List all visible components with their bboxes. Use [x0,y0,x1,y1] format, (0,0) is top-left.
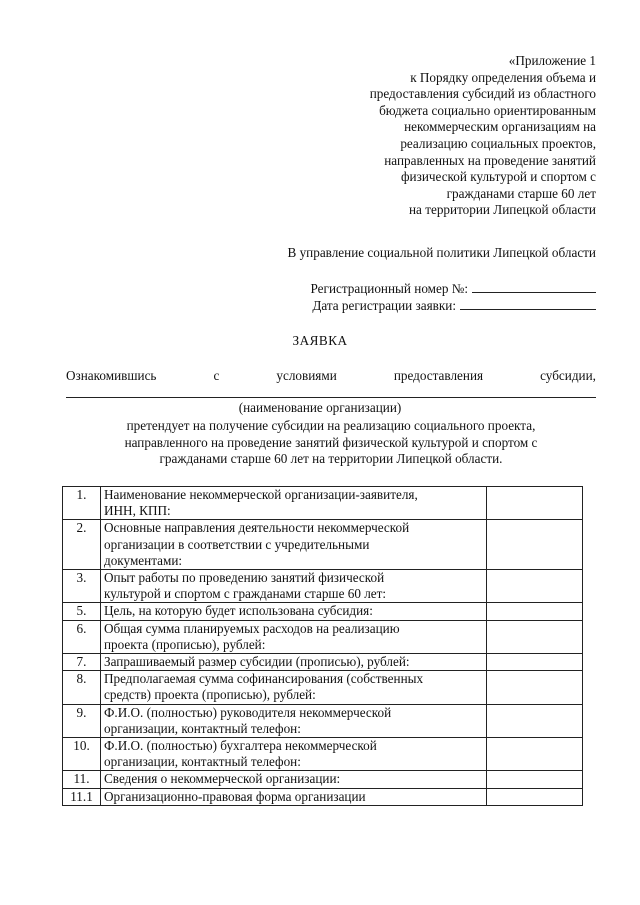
intro-word: с [213,368,220,383]
row-label-line: организации в соответствии с учредительными [104,536,370,552]
appendix-line: к Порядку определения объема и [410,69,596,85]
appendix-line: на территории Липецкой области [409,202,596,218]
row-label [101,654,487,671]
row-label-line: Ф.И.О. (полностью) бухгалтера некоммерческой [104,738,377,754]
row-label-line: Ф.И.О. (полностью) руководителя некоммерческой [104,704,392,720]
row-label [101,704,487,737]
appendix-line: некоммерческим организациям на [404,119,596,135]
application-table-body [63,487,583,806]
table-row [63,671,583,704]
row-label [101,487,487,520]
row-label-line: Предполагаемая сумма софинансирования (собственных [104,671,424,687]
addressee: В управление социальной политики Липецкой области [287,245,596,260]
row-value-field[interactable] [487,738,583,771]
row-label-line: Запрашиваемый размер субсидии (прописью), рублей: [104,654,410,670]
row-label [101,570,487,603]
row-label-line: организации, контактный телефон: [104,720,301,736]
row-label-line: Наименование некоммерческой организации-заявителя, [104,487,418,502]
table-row [63,570,583,603]
row-number: 7. [63,654,101,671]
registration-number-row [311,280,596,298]
row-value-field[interactable] [487,704,583,737]
row-label-line: Цель, на которую будет использована субсидия: [104,603,373,619]
row-label-line: организации, контактный телефон: [104,754,301,770]
claim-line: гражданами старше 60 лет на территории Липецкой области. [159,451,503,467]
row-label-line: Общая сумма планируемых расходов на реализацию [104,620,400,636]
table-row [63,788,583,805]
row-label-line: Основные направления деятельности некоммерческой [104,520,410,536]
table-row [63,771,583,788]
row-label-line: проекта (прописью), рублей: [104,636,266,652]
row-label [101,620,487,653]
row-label [101,520,487,570]
table-row [63,487,583,520]
intro-line [66,368,596,385]
row-label [101,771,487,788]
registration-number-field[interactable] [472,280,596,293]
organization-name-caption: (наименование организации) [238,400,402,415]
row-number: 2. [63,520,101,570]
row-number: 8. [63,671,101,704]
appendix-line: физической культурой и спортом с [401,169,596,185]
appendix-line: реализацию социальных проектов, [400,135,596,151]
row-label-line: средств) проекта (прописью), рублей: [104,687,316,703]
claim-paragraph [66,418,596,468]
registration-date-row [312,297,596,315]
appendix-line: направленных на проведение занятий [384,152,596,168]
row-label-line: документами: [104,552,183,568]
intro-word: субсидии, [540,368,596,383]
organization-name-field[interactable] [66,397,596,398]
appendix-line: «Приложение 1 [508,53,596,68]
row-label [101,603,487,620]
appendix-line: бюджета социально ориентированным [379,102,596,118]
appendix-line: предоставления субсидий из областного [369,86,596,102]
row-label [101,671,487,704]
row-number: 3. [63,570,101,603]
table-row [63,704,583,737]
row-label-line: Опыт работы по проведению занятий физической [104,570,385,586]
row-value-field[interactable] [487,520,583,570]
row-label [101,788,487,805]
claim-line: претендует на получение субсидии на реализацию социального проекта, [126,418,536,433]
table-row [63,620,583,653]
registration-number-label: Регистрационный номер №: [310,281,468,296]
row-value-field[interactable] [487,654,583,671]
intro-word: предоставления [393,368,484,383]
row-value-field[interactable] [487,788,583,805]
row-value-field[interactable] [487,671,583,704]
row-label [101,738,487,771]
claim-line: направленного на проведение занятий физической культурой и спортом с [124,434,538,450]
table-row [63,603,583,620]
table-row [63,520,583,570]
registration-date-label: Дата регистрации заявки: [312,298,456,313]
row-number: 6. [63,620,101,653]
row-number: 11.1 [63,788,101,805]
table-row [63,738,583,771]
row-number: 1. [63,487,101,520]
row-value-field[interactable] [487,570,583,603]
row-label-line: ИНН, КПП: [104,503,171,519]
row-value-field[interactable] [487,771,583,788]
appendix-line: гражданами старше 60 лет [446,185,596,201]
row-number: 5. [63,603,101,620]
registration-date-field[interactable] [460,297,596,310]
row-value-field[interactable] [487,603,583,620]
row-number: 10. [63,738,101,771]
intro-word: Ознакомившись [66,368,157,383]
row-number: 9. [63,704,101,737]
row-label-line: Организационно-правовая форма организации [104,788,366,804]
appendix-header [240,53,596,219]
row-label-line: культурой и спортом с гражданами старше 60 лет: [104,586,387,602]
row-number: 11. [63,771,101,788]
row-value-field[interactable] [487,487,583,520]
document-title: ЗАЯВКА [292,333,348,348]
intro-word: условиями [276,368,337,383]
application-table [62,486,583,806]
table-row [63,654,583,671]
row-value-field[interactable] [487,620,583,653]
row-label-line: Сведения о некоммерческой организации: [104,771,341,787]
